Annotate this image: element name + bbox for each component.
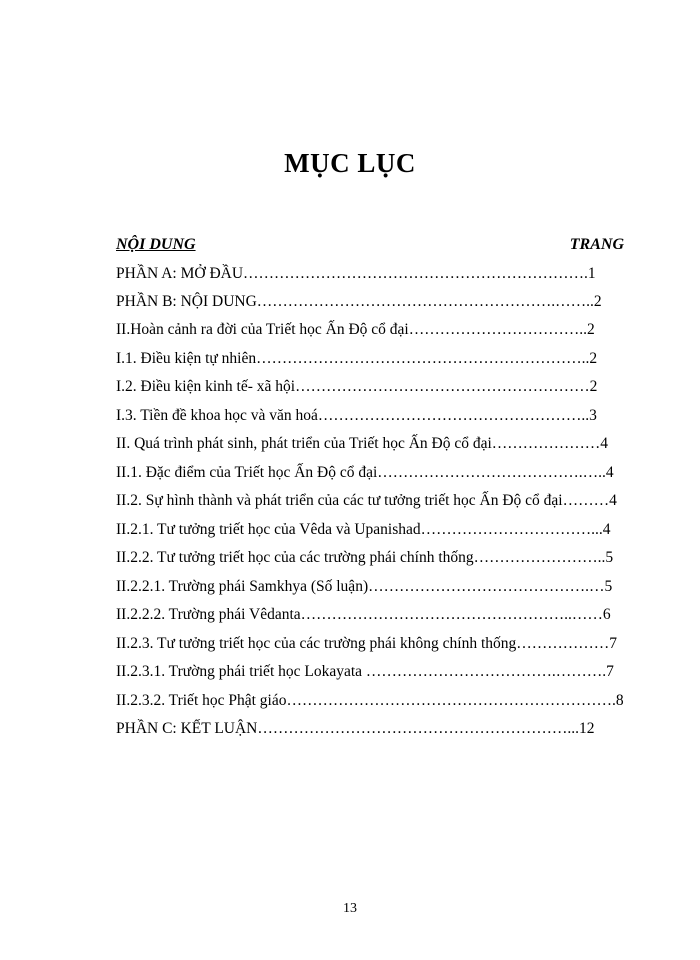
toc-entry: I.3. Tiền đề khoa học và văn hoá……………………………………………..3 — [116, 407, 597, 424]
toc-entry: II.2.1. Tư tưởng triết học của Vêda và Upanishad……………………………...4 — [116, 521, 611, 538]
toc-entry: I.1. Điều kiện tự nhiên………………………………………………………..2 — [116, 350, 598, 367]
toc-entry: PHẦN A: MỞ ĐẦU………………………………………………………….1 — [116, 265, 596, 282]
page-column-header: TRANG — [569, 236, 624, 253]
toc-entry: II.2.3.2. Triết học Phật giáo……………………………………………………….8 — [116, 692, 624, 709]
page-number: 13 — [343, 901, 357, 916]
toc-entry: II.2.2.2. Trường phái Vêdanta……………………………………………..……6 — [116, 606, 611, 623]
toc-entry: II.2. Sự hình thành và phát triển của các tư tưởng triết học Ấn Độ cổ đại………4 — [116, 492, 617, 509]
toc-entry: II.2.3.1. Trường phái triết học Lokayata ……………………………….……….7 — [116, 663, 614, 680]
toc-entry: II. Quá trình phát sinh, phát triển của Triết học Ấn Độ cổ đại…………………4 — [116, 435, 609, 452]
toc-entry: II.1. Đặc điểm của Triết học Ấn Độ cổ đại………………………………….…..4 — [116, 464, 614, 481]
page-title: MỤC LỤC — [284, 148, 416, 178]
content-column-header: NỘI DUNG — [116, 236, 196, 253]
toc-entry: PHẦN C: KẾT LUẬN……………………………………………………...12 — [116, 720, 595, 737]
toc-entry: I.2. Điều kiện kinh tế- xã hội…………………………………………………2 — [116, 378, 598, 395]
toc-entry: PHẦN B: NỘI DUNG………………………………………………….……..2 — [116, 293, 602, 310]
toc-entry: II.Hoàn cảnh ra đời của Triết học Ấn Độ cổ đại……………………………..2 — [116, 321, 595, 338]
toc-entry: II.2.2. Tư tưởng triết học của các trường phái chính thống……………………..5 — [116, 549, 614, 566]
toc-entry: II.2.2.1. Trường phái Samkhya (Số luận)…………………………………….…5 — [116, 578, 613, 595]
toc-entry: II.2.3. Tư tưởng triết học của các trường phái không chính thống………………7 — [116, 635, 618, 652]
